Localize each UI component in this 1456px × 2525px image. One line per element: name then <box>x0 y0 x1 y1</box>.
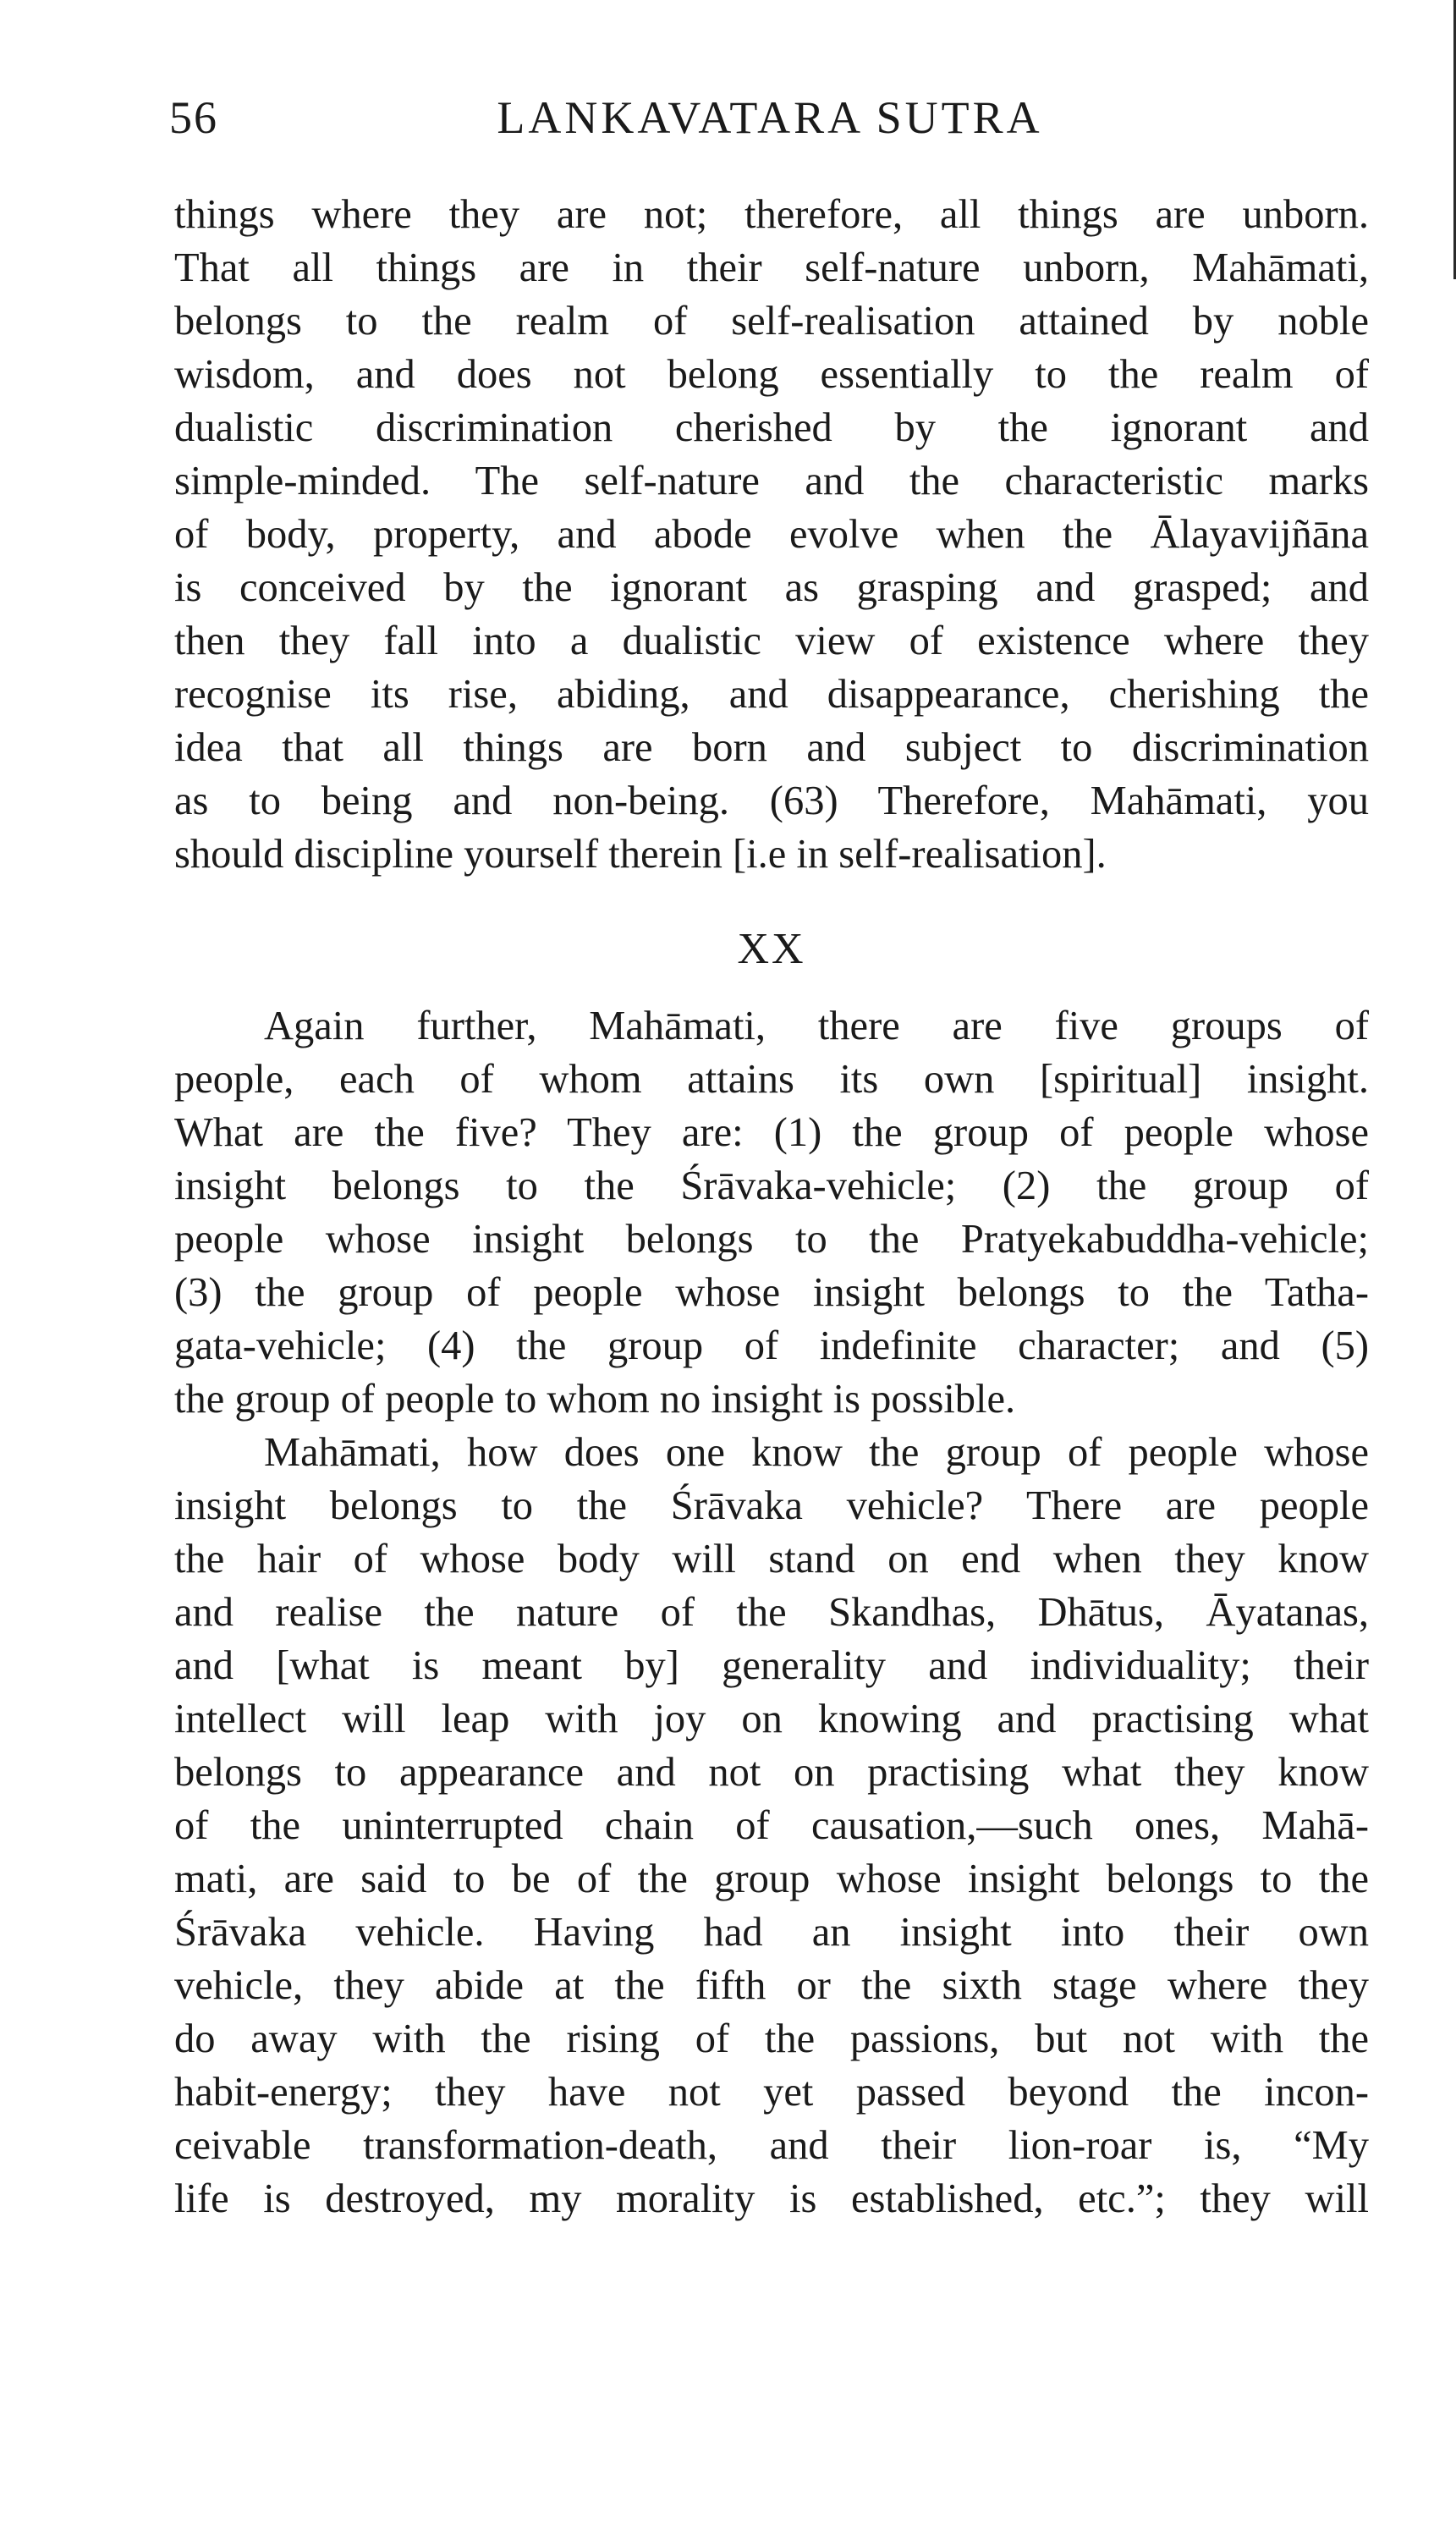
running-title: LANKAVATARA SUTRA <box>497 92 1043 143</box>
text-line: habit-energy; they have not yet passed beyond the incon- <box>174 2070 1369 2115</box>
text-line: What are the five? They are: (1) the group of people whose <box>174 1110 1369 1155</box>
text-line: recognise its rise, abiding, and disappearance, cherishing the <box>174 672 1369 717</box>
text-line: dualistic discrimination cherished by the ignorant and <box>174 405 1369 450</box>
running-head <box>169 81 1371 157</box>
text-line: intellect will leap with joy on knowing and practising what <box>174 1697 1369 1741</box>
text-line: is conceived by the ignorant as grasping and grasped; and <box>174 565 1369 610</box>
text-line: then they fall into a dualistic view of existence where they <box>174 619 1369 663</box>
page-number: 56 <box>169 92 218 143</box>
text-line: simple-minded. The self-nature and the characteristic marks <box>174 459 1369 503</box>
text-line: do away with the rising of the passions, but not with the <box>174 2016 1369 2061</box>
text-line: of the uninterrupted chain of causation,—such ones, Mahā- <box>174 1803 1369 1848</box>
text-line: belongs to the realm of self-realisation attained by noble <box>174 299 1369 344</box>
paragraph-1 <box>174 188 1369 881</box>
text-line: and realise the nature of the Skandhas, Dhātus, Āyatanas, <box>174 1590 1369 1635</box>
text-line: of body, property, and abode evolve when the Ālayavijñāna <box>174 512 1369 557</box>
text-line: vehicle, they abide at the fifth or the sixth stage where they <box>174 1963 1369 2008</box>
text-line: That all things are in their self-nature unborn, Mahāmati, <box>174 245 1369 290</box>
text-line: the group of people to whom no insight is possible. <box>174 1377 1016 1422</box>
text-line: Again further, Mahāmati, there are five groups of <box>264 1004 1369 1048</box>
text-line: gata-vehicle; (4) the group of indefinite character; and (5) <box>174 1323 1369 1368</box>
section-heading: XX <box>737 925 806 973</box>
paragraph-3 <box>174 1426 1369 2225</box>
text-line: ceivable transformation-death, and their lion-roar is, “My <box>174 2123 1369 2168</box>
text-line: should discipline yourself therein [i.e in self-realisation]. <box>174 832 1107 877</box>
text-block <box>174 188 1369 2225</box>
text-line: insight belongs to the Śrāvaka-vehicle; (2) the group of <box>174 1163 1369 1208</box>
text-line: and [what is meant by] generality and individuality; their <box>174 1643 1369 1688</box>
text-line: idea that all things are born and subject to discrimination <box>174 725 1369 770</box>
text-line: Śrāvaka vehicle. Having had an insight into their own <box>174 1910 1369 1955</box>
text-line: people, each of whom attains its own [spiritual] insight. <box>174 1057 1369 1102</box>
text-line: as to being and non-being. (63) Therefore, Mahāmati, you <box>174 778 1369 823</box>
text-line: belongs to appearance and not on practising what they know <box>174 1750 1369 1795</box>
text-line: Mahāmati, how does one know the group of people whose <box>264 1430 1369 1475</box>
text-line: things where they are not; therefore, all things are unborn. <box>174 192 1369 237</box>
text-line: wisdom, and does not belong essentially to the realm of <box>174 352 1369 397</box>
text-line: insight belongs to the Śrāvaka vehicle? There are people <box>174 1483 1369 1528</box>
paragraph-2 <box>174 999 1369 1426</box>
text-line: mati, are said to be of the group whose insight belongs to the <box>174 1857 1369 1901</box>
text-line: people whose insight belongs to the Pratyekabuddha-vehicle; <box>174 1217 1369 1262</box>
text-line: life is destroyed, my morality is established, etc.”; they will <box>174 2176 1369 2221</box>
text-line: the hair of whose body will stand on end when they know <box>174 1537 1369 1582</box>
text-line: (3) the group of people whose insight belongs to the Tatha- <box>174 1270 1369 1315</box>
